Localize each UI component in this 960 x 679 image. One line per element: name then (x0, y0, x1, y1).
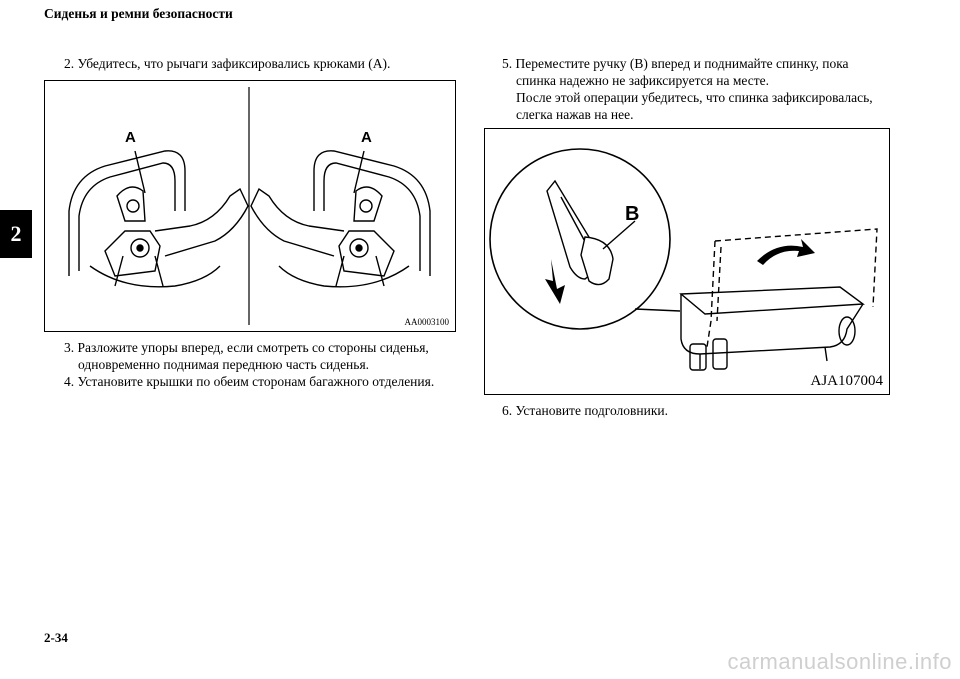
seatback-illustration (485, 129, 888, 393)
step-5-line-1: 5. Переместите ручку (B) вперед и поднимайте спинку, пока (502, 56, 849, 71)
running-header: Сиденья и ремни безопасности (44, 6, 233, 21)
label-b: B (625, 203, 640, 225)
step-2-text: 2. Убедитесь, что рычаги зафиксировались крюками (A). (64, 56, 391, 71)
step-5-line-3: После этой операции убедитесь, что спинка зафиксировалась, (516, 90, 873, 105)
label-a-left: A (125, 129, 136, 146)
step-6-text: 6. Установите подголовники. (502, 403, 669, 418)
figure-seatback (484, 128, 890, 395)
figure-code: AA0003100 (404, 317, 449, 327)
page-number: 2-34 (44, 630, 68, 645)
step-3-line-1: 3. Разложите упоры вперед, если смотреть со стороны сиденья, (64, 340, 429, 355)
chapter-tab: 2 (0, 210, 32, 258)
step-4-text: 4. Установите крышки по обеим сторонам багажного отделения. (64, 374, 435, 389)
figure-code: AJA107004 (810, 373, 883, 389)
watermark: carmanualsonline.info (727, 649, 952, 674)
step-5-line-4: слегка нажав на нее. (516, 107, 634, 122)
step-3-line-2: одновременно поднимая переднюю часть сиденья. (78, 357, 370, 372)
label-a-right: A (361, 129, 372, 146)
step-5-line-2: спинка надежно не зафиксируется на месте. (516, 73, 769, 88)
figure-hooks (44, 80, 456, 332)
hooks-illustration (45, 81, 454, 330)
